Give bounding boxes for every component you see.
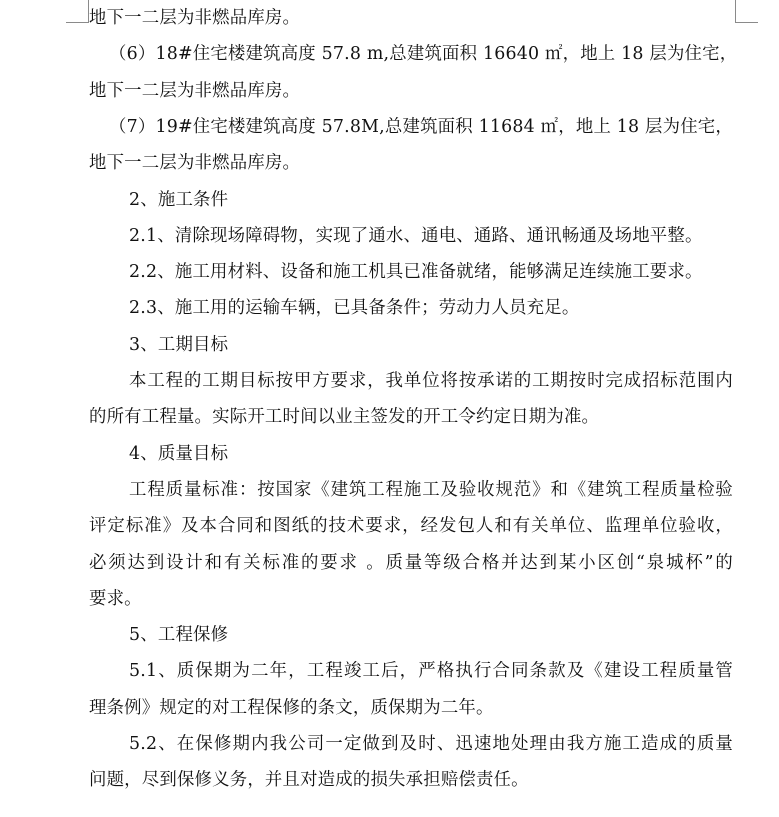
document-line: 5、工程保修 xyxy=(129,625,229,646)
document-line: 的所有工程量。实际开工时间以业主签发的开工令约定日期为准。 xyxy=(89,407,600,428)
document-line: 本工程的工期目标按甲方要求，我单位将按承诺的工期按时完成招标范围内 xyxy=(129,371,733,391)
document-line: 地下一二层为非燃品库房。 xyxy=(89,80,301,101)
document-line: 理条例》规定的对工程保修的条文，质保期为二年。 xyxy=(89,697,494,718)
document-line: 评定标准》及本合同和图纸的技术要求，经发包人和有关单位、监理单位验收， xyxy=(89,516,733,537)
document-line: 5.2、在保修期内我公司一定做到及时、迅速地处理由我方施工造成的质量 xyxy=(129,734,733,754)
document-line: 5.1、质保期为二年，工程竣工后，严格执行合同条款及《建设工程质量管 xyxy=(129,661,733,682)
document-line: 4、质量目标 xyxy=(129,443,229,464)
document-line: 2.1、清除现场障碍物，实现了通水、通电、通路、通讯畅通及场地平整。 xyxy=(129,225,703,246)
margin-corner-mark-left xyxy=(66,0,89,23)
margin-corner-mark-right xyxy=(735,0,758,23)
document-line: 地下一二层为非燃品库房。 xyxy=(89,8,301,28)
document-line: 2.2、施工用材料、设备和施工机具已准备就绪，能够满足连续施工要求。 xyxy=(129,262,703,283)
document-line: （6）18#住宅楼建筑高度 57.8 m,总建筑面积 16640 ㎡，地上 18 层为住宅， xyxy=(109,44,738,65)
document-line: （7）19#住宅楼建筑高度 57.8M,总建筑面积 11684 ㎡，地上 18 层为住宅， xyxy=(109,116,733,137)
document-line: 要求。 xyxy=(89,588,142,609)
document-line: 必须达到设计和有关标准的要求 。质量等级合格并达到某小区创“泉城杯”的 xyxy=(89,552,733,573)
document-line: 2.3、施工用的运输车辆，已具备条件；劳动力人员充足。 xyxy=(129,298,580,319)
document-line: 工程质量标准：按国家《建筑工程施工及验收规范》和《建筑工程质量检验 xyxy=(129,479,733,500)
document-line: 3、工期目标 xyxy=(129,334,229,355)
document-line: 地下一二层为非燃品库房。 xyxy=(89,153,301,174)
document-line: 2、施工条件 xyxy=(129,189,229,210)
document-line: 问题，尽到保修义务，并且对造成的损失承担赔偿责任。 xyxy=(89,770,529,791)
